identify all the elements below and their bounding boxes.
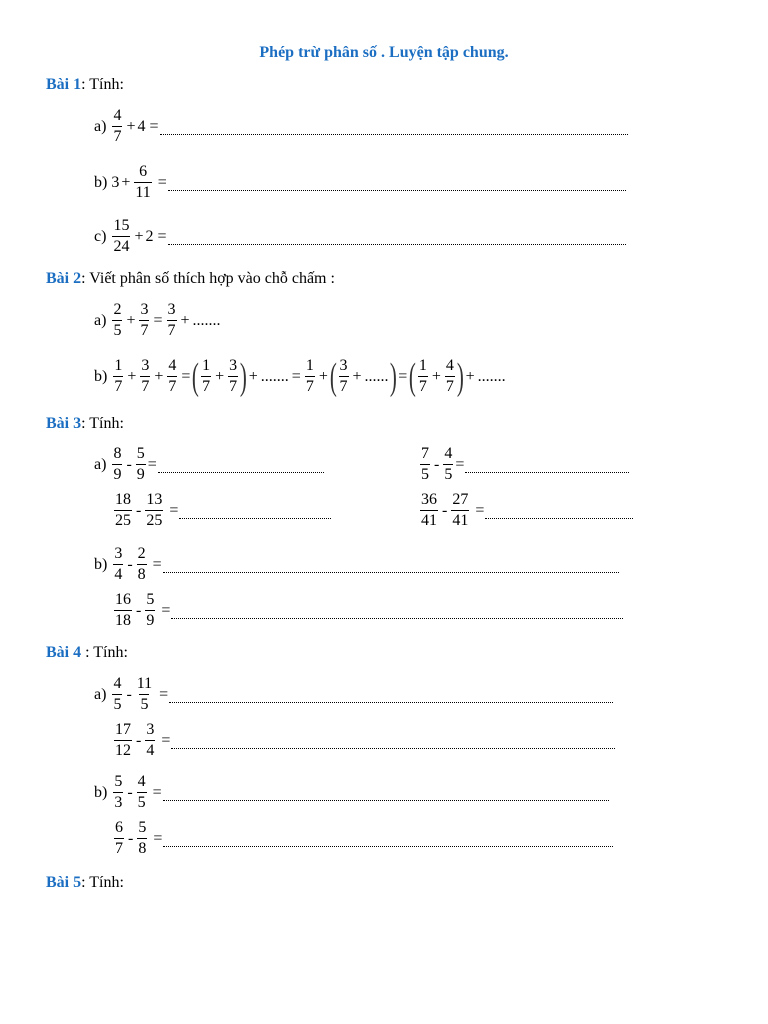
item-tag: b) bbox=[94, 173, 108, 191]
exercise-3a-3 bbox=[112, 490, 331, 531]
exercise-1-heading bbox=[46, 76, 124, 94]
answer-blank[interactable] bbox=[163, 832, 613, 847]
equals-sign: = bbox=[181, 367, 191, 385]
exercise-3b-2 bbox=[112, 590, 623, 631]
equals-sign: = bbox=[149, 117, 159, 135]
equals-sign: = bbox=[455, 455, 465, 473]
fraction: $\frac{5}{3}$ bbox=[114, 773, 123, 811]
item-tag: b) bbox=[94, 783, 108, 801]
fraction: $\frac{4}{7}$ bbox=[113, 107, 122, 145]
minus-sign: - bbox=[127, 783, 133, 801]
fraction: $\frac{16}{18}$ bbox=[115, 591, 131, 629]
whole-number: 3 bbox=[111, 173, 120, 191]
fraction: $\frac{4}{5}$ bbox=[444, 445, 453, 483]
answer-blank[interactable]: ...... bbox=[364, 367, 389, 385]
fraction: $\frac{15}{24}$ bbox=[113, 217, 130, 255]
minus-sign: - bbox=[127, 555, 133, 573]
plus-sign: + bbox=[352, 367, 362, 385]
exercise-5-heading bbox=[46, 874, 124, 892]
equals-sign: = bbox=[159, 685, 169, 703]
fraction: $\frac{1}{7}$ bbox=[114, 357, 123, 395]
fraction: $\frac{5}{9}$ bbox=[136, 445, 145, 483]
equals-sign: = bbox=[398, 367, 408, 385]
equals-sign: = bbox=[161, 601, 171, 619]
exercise-1a bbox=[94, 106, 628, 147]
plus-sign: + bbox=[126, 311, 136, 329]
exercise-1-label: Bài 1 bbox=[46, 76, 82, 93]
fraction: $\frac{3}{7}$ bbox=[167, 301, 176, 339]
plus-sign: + bbox=[465, 367, 475, 385]
fraction: $\frac{8}{9}$ bbox=[113, 445, 122, 483]
fraction: $\frac{1}{7}$ bbox=[418, 357, 427, 395]
left-paren: ( bbox=[192, 355, 200, 398]
answer-blank[interactable] bbox=[163, 558, 619, 573]
item-tag: a) bbox=[94, 117, 107, 135]
left-paren: ( bbox=[329, 355, 337, 398]
exercise-4a-1 bbox=[94, 674, 613, 715]
equals-sign: = bbox=[153, 311, 163, 329]
exercise-2-label: Bài 2 bbox=[46, 270, 82, 287]
fraction: $\frac{4}{7}$ bbox=[168, 357, 177, 395]
fraction: $\frac{3}{4}$ bbox=[114, 545, 123, 583]
fraction: $\frac{3}{4}$ bbox=[146, 721, 155, 759]
exercise-3a-4 bbox=[418, 490, 633, 531]
fraction: $\frac{3}{7}$ bbox=[140, 301, 149, 339]
fraction: $\frac{3}{7}$ bbox=[339, 357, 348, 395]
exercise-3-instruction: : Tính: bbox=[81, 415, 124, 432]
answer-blank[interactable] bbox=[179, 504, 331, 519]
fraction: $\frac{36}{41}$ bbox=[421, 491, 437, 529]
fraction: $\frac{3}{7}$ bbox=[229, 357, 238, 395]
exercise-1c bbox=[94, 216, 626, 257]
answer-blank[interactable] bbox=[158, 458, 324, 473]
answer-blank[interactable] bbox=[169, 688, 613, 703]
equals-sign: = bbox=[291, 367, 301, 385]
plus-sign: + bbox=[318, 367, 328, 385]
plus-sign: + bbox=[126, 117, 136, 135]
plus-sign: + bbox=[431, 367, 441, 385]
equals-sign: = bbox=[157, 173, 167, 191]
exercise-3-label: Bài 3 bbox=[46, 415, 82, 432]
item-tag: b) bbox=[94, 555, 108, 573]
exercise-3a-1 bbox=[94, 444, 324, 485]
exercise-2-heading bbox=[46, 270, 335, 288]
exercise-3-heading bbox=[46, 415, 124, 433]
right-paren: ) bbox=[456, 355, 464, 398]
equals-sign: = bbox=[161, 731, 171, 749]
exercise-3b-1 bbox=[94, 544, 619, 585]
answer-blank[interactable]: ....... bbox=[477, 367, 506, 385]
fraction: $\frac{4}{5}$ bbox=[113, 675, 122, 713]
equals-sign: = bbox=[152, 555, 162, 573]
exercise-1b bbox=[94, 162, 626, 203]
plus-sign: + bbox=[121, 173, 131, 191]
exercise-4b-2 bbox=[112, 818, 613, 859]
fraction: $\frac{1}{7}$ bbox=[202, 357, 211, 395]
exercise-2-instruction: : Viết phân số thích hợp vào chỗ chấm : bbox=[81, 270, 335, 287]
exercise-4-heading bbox=[46, 644, 128, 662]
page-title: Phép trừ phân số . Luyện tập chung. bbox=[259, 44, 509, 61]
fraction: $\frac{2}{5}$ bbox=[113, 301, 122, 339]
exercise-4-instruction: : Tính: bbox=[81, 644, 128, 661]
answer-blank[interactable] bbox=[163, 786, 609, 801]
answer-blank[interactable] bbox=[168, 176, 626, 191]
right-paren: ) bbox=[389, 355, 397, 398]
fraction: $\frac{7}{5}$ bbox=[421, 445, 429, 483]
plus-sign: + bbox=[154, 367, 164, 385]
minus-sign: - bbox=[136, 601, 142, 619]
item-tag: c) bbox=[94, 227, 107, 245]
fraction: $\frac{6}{7}$ bbox=[115, 819, 123, 857]
fraction: $\frac{4}{5}$ bbox=[137, 773, 146, 811]
fraction: $\frac{18}{25}$ bbox=[115, 491, 131, 529]
equals-sign: = bbox=[147, 455, 157, 473]
equals-sign: = bbox=[157, 227, 167, 245]
fraction: $\frac{17}{12}$ bbox=[115, 721, 131, 759]
equals-sign: = bbox=[153, 829, 163, 847]
fraction: $\frac{1}{7}$ bbox=[305, 357, 314, 395]
answer-blank[interactable] bbox=[485, 504, 633, 519]
plus-sign: + bbox=[248, 367, 258, 385]
equals-sign: = bbox=[169, 501, 179, 519]
plus-sign: + bbox=[215, 367, 225, 385]
whole-number: 2 bbox=[145, 227, 154, 245]
plus-sign: + bbox=[134, 227, 144, 245]
exercise-4a-2 bbox=[112, 720, 615, 761]
exercise-3a-2 bbox=[418, 444, 629, 485]
fraction: $\frac{5}{8}$ bbox=[138, 819, 147, 857]
exercise-2b bbox=[94, 356, 507, 397]
fraction: $\frac{3}{7}$ bbox=[141, 357, 150, 395]
equals-sign: = bbox=[475, 501, 485, 519]
equals-sign: = bbox=[152, 783, 162, 801]
exercise-1-instruction: : Tính: bbox=[81, 76, 124, 93]
minus-sign: - bbox=[136, 731, 142, 749]
item-tag: a) bbox=[94, 311, 107, 329]
whole-number: 4 bbox=[137, 117, 146, 135]
minus-sign: - bbox=[128, 829, 134, 847]
answer-blank[interactable] bbox=[160, 120, 628, 135]
answer-blank[interactable] bbox=[171, 604, 623, 619]
left-paren: ( bbox=[409, 355, 417, 398]
minus-sign: - bbox=[434, 455, 440, 473]
fraction: $\frac{11}{5}$ bbox=[136, 675, 153, 713]
minus-sign: - bbox=[126, 685, 132, 703]
minus-sign: - bbox=[442, 501, 448, 519]
item-tag: a) bbox=[94, 455, 107, 473]
plus-sign: + bbox=[127, 367, 137, 385]
fraction: $\frac{6}{11}$ bbox=[135, 163, 151, 201]
answer-blank[interactable] bbox=[168, 230, 626, 245]
minus-sign: - bbox=[136, 501, 142, 519]
exercise-5-instruction: : Tính: bbox=[81, 874, 124, 891]
answer-blank[interactable] bbox=[171, 734, 615, 749]
item-tag: b) bbox=[94, 367, 108, 385]
fraction: $\frac{27}{41}$ bbox=[452, 491, 469, 529]
exercise-4-label: Bài 4 bbox=[46, 644, 82, 661]
answer-blank[interactable]: ....... bbox=[192, 311, 221, 329]
exercise-4b-1 bbox=[94, 772, 609, 813]
exercise-5-label: Bài 5 bbox=[46, 874, 82, 891]
fraction: $\frac{13}{25}$ bbox=[146, 491, 163, 529]
item-tag: a) bbox=[94, 685, 107, 703]
answer-blank[interactable] bbox=[465, 458, 629, 473]
fraction: $\frac{5}{9}$ bbox=[146, 591, 155, 629]
fraction: $\frac{2}{8}$ bbox=[137, 545, 146, 583]
right-paren: ) bbox=[239, 355, 247, 398]
fraction: $\frac{4}{7}$ bbox=[445, 357, 454, 395]
answer-blank[interactable]: ....... bbox=[260, 367, 289, 385]
exercise-2a bbox=[94, 300, 222, 341]
plus-sign: + bbox=[180, 311, 190, 329]
minus-sign: - bbox=[126, 455, 132, 473]
